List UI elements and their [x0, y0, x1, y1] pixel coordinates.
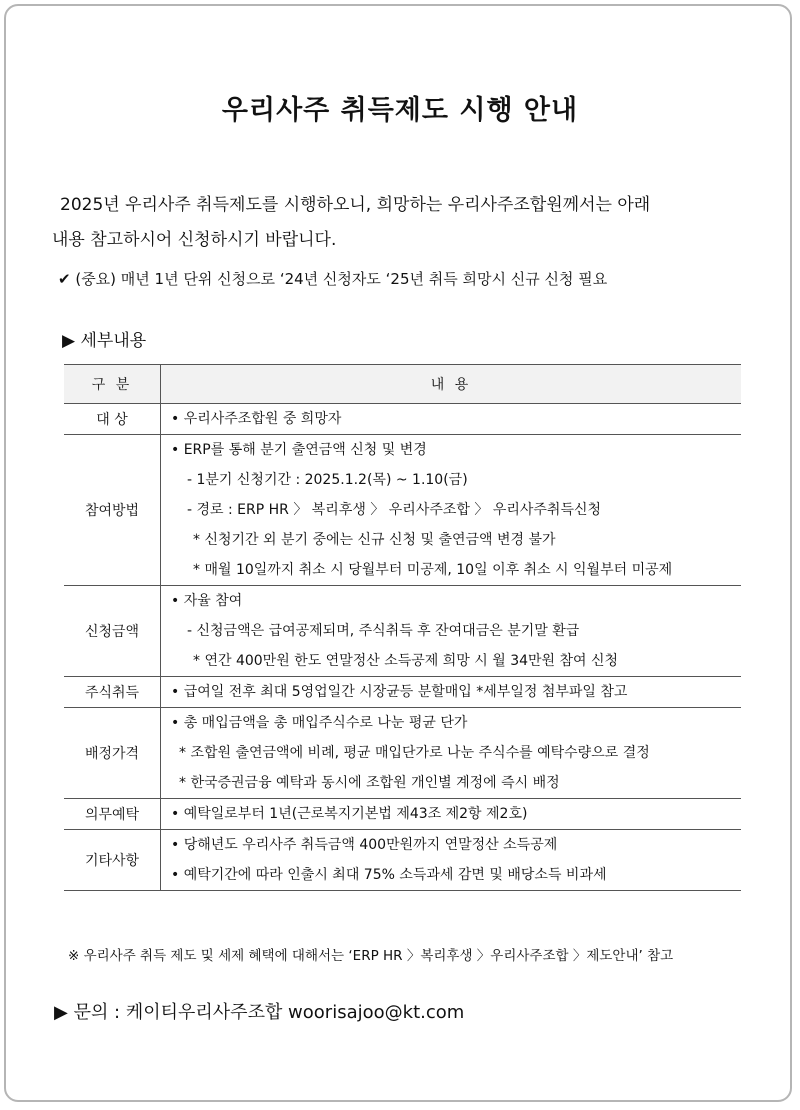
header-category: 구 분 [64, 365, 161, 404]
row-content [161, 799, 742, 830]
content-line: • 총 매입금액을 총 매입주식수로 나눈 평균 단가 [171, 715, 468, 731]
row-category: 배정가격 [64, 708, 161, 799]
content-line: - 경로 : ERP HR 〉 복리후생 〉 우리사주조합 〉 우리사주취득신청 [187, 502, 602, 518]
content-line: • 자율 참여 [171, 593, 243, 609]
table-header-row [64, 365, 741, 404]
content-line: • 급여일 전후 최대 5영업일간 시장균등 분할매입 *세부일정 첨부파일 참고 [171, 684, 628, 700]
page-title: 우리사주 취득제도 시행 안내 [221, 95, 579, 126]
content-line: * 연간 400만원 한도 연말정산 소득공제 희망 시 월 34만원 참여 신청 [193, 653, 619, 669]
table-row [64, 586, 741, 677]
content-line: - 1분기 신청기간 : 2025.1.2(목) ~ 1.10(금) [187, 472, 468, 488]
detail-table [64, 364, 741, 891]
content-line: • 당해년도 우리사주 취득금액 400만원까지 연말정산 소득공제 [171, 837, 558, 853]
table-row [64, 435, 741, 586]
row-content [161, 677, 742, 708]
table-row [64, 799, 741, 830]
row-content [161, 586, 742, 677]
row-content [161, 435, 742, 586]
row-category: 기타사항 [64, 830, 161, 891]
content-line: • 예탁기간에 따라 인출시 최대 75% 소득과세 감면 및 배당소득 비과세 [171, 867, 607, 883]
content-line: - 신청금액은 급여공제되며, 주식취득 후 잔여대금은 분기말 환급 [187, 623, 580, 639]
table-row [64, 677, 741, 708]
footnote: ※ 우리사주 취득 제도 및 세제 혜택에 대해서는 ‘ERP HR 〉복리후생 〉우리사주조합 〉제도안내’ 참고 [68, 948, 674, 964]
row-content [161, 404, 742, 435]
row-content [161, 830, 742, 891]
row-category: 신청금액 [64, 586, 161, 677]
section-title: ▶ 세부내용 [62, 331, 147, 351]
intro-paragraph [52, 188, 752, 258]
row-category: 참여방법 [64, 435, 161, 586]
table-row [64, 830, 741, 891]
content-line: * 신청기간 외 분기 중에는 신규 신청 및 출연금액 변경 불가 [193, 532, 556, 548]
header-content: 내 용 [161, 365, 742, 404]
content-line: • ERP를 통해 분기 출연금액 신청 및 변경 [171, 442, 427, 458]
content-line: * 한국증권금융 예탁과 동시에 조합원 개인별 계정에 즉시 배정 [179, 775, 560, 791]
content-line: • 우리사주조합원 중 희망자 [171, 411, 342, 427]
content-line: * 매월 10일까지 취소 시 당월부터 미공제, 10일 이후 취소 시 익월부터 미공제 [193, 562, 673, 578]
row-content [161, 708, 742, 799]
row-category: 대 상 [64, 404, 161, 435]
important-notice: ✔ (중요) 매년 1년 단위 신청으로 ‘24년 신청자도 ‘25년 취득 희망시 신규 신청 필요 [58, 270, 608, 288]
content-line: * 조합원 출연금액에 비례, 평균 매입단가로 나눈 주식수를 예탁수량으로 결정 [179, 745, 650, 761]
contact-info: ▶ 문의 : 케이티우리사주조합 woorisajoo@kt.com [54, 1002, 465, 1023]
row-category: 의무예탁 [64, 799, 161, 830]
row-category: 주식취득 [64, 677, 161, 708]
content-line: • 예탁일로부터 1년(근로복지기본법 제43조 제2항 제2호) [171, 806, 528, 822]
intro-line-1: 2025년 우리사주 취득제도를 시행하오니, 희망하는 우리사주조합원께서는 아래 [60, 195, 651, 215]
intro-line-2: 내용 참고하시어 신청하시기 바랍니다. [52, 230, 337, 250]
table-row [64, 708, 741, 799]
table-row [64, 404, 741, 435]
